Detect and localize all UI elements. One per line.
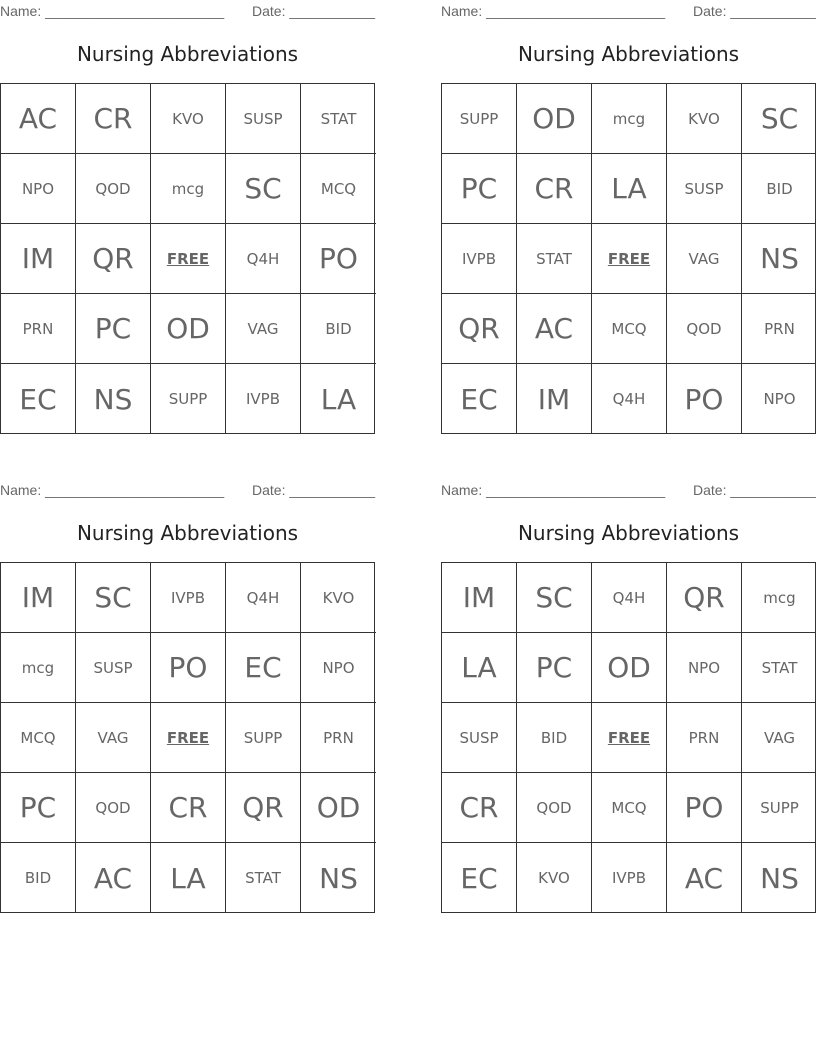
bingo-cell: PC [517, 633, 592, 703]
free-space-cell: FREE [151, 703, 226, 773]
bingo-cell: Q4H [592, 563, 667, 633]
bingo-cell: SUPP [442, 84, 517, 154]
bingo-cell: IVPB [442, 224, 517, 294]
bingo-cell: LA [592, 154, 667, 224]
bingo-cell: NPO [301, 633, 376, 703]
bingo-cell: SC [226, 154, 301, 224]
card-header [0, 0, 375, 20]
bingo-cell: PO [667, 364, 742, 434]
bingo-cell: MCQ [592, 294, 667, 364]
bingo-cell: NPO [1, 154, 76, 224]
bingo-cell: VAG [226, 294, 301, 364]
bingo-cell: CR [76, 84, 151, 154]
bingo-cell: STAT [742, 633, 816, 703]
bingo-cell: EC [226, 633, 301, 703]
bingo-cell: AC [1, 84, 76, 154]
bingo-cell: IVPB [592, 843, 667, 913]
bingo-cell: QR [76, 224, 151, 294]
bingo-cell: MCQ [592, 773, 667, 843]
date-label: Date: ___________ [693, 482, 816, 498]
bingo-card-4 [441, 479, 816, 913]
bingo-cell: PC [76, 294, 151, 364]
bingo-cell: STAT [301, 84, 376, 154]
bingo-cell: LA [151, 843, 226, 913]
bingo-cell: QOD [76, 773, 151, 843]
bingo-cell: mcg [742, 563, 816, 633]
card-title: Nursing Abbreviations [76, 42, 299, 66]
bingo-cell: SUSP [667, 154, 742, 224]
bingo-cell: PRN [742, 294, 816, 364]
name-label: Name: _______________________ [441, 482, 666, 498]
bingo-card-3 [0, 479, 375, 913]
bingo-cell: SUPP [151, 364, 226, 434]
bingo-cell: KVO [301, 563, 376, 633]
bingo-cell: IM [1, 224, 76, 294]
card-header [441, 0, 816, 20]
bingo-cell: SUPP [742, 773, 816, 843]
bingo-cell: CR [517, 154, 592, 224]
bingo-cell: EC [1, 364, 76, 434]
bingo-cell: mcg [592, 84, 667, 154]
bingo-cell: CR [442, 773, 517, 843]
free-space-cell: FREE [592, 224, 667, 294]
bingo-cell: PO [151, 633, 226, 703]
bingo-cell: BID [1, 843, 76, 913]
bingo-grid [441, 562, 816, 913]
bingo-cell: NPO [667, 633, 742, 703]
bingo-cell: PRN [667, 703, 742, 773]
bingo-cell: SC [742, 84, 816, 154]
bingo-cell: Q4H [226, 563, 301, 633]
bingo-cell: AC [517, 294, 592, 364]
bingo-cell: KVO [151, 84, 226, 154]
bingo-cell: mcg [151, 154, 226, 224]
bingo-cell: SUSP [76, 633, 151, 703]
bingo-card-1 [0, 0, 375, 434]
bingo-cell: PRN [1, 294, 76, 364]
bingo-cell: BID [742, 154, 816, 224]
bingo-cell: MCQ [301, 154, 376, 224]
bingo-cell: AC [76, 843, 151, 913]
bingo-cell: VAG [667, 224, 742, 294]
date-label: Date: ___________ [252, 3, 375, 19]
bingo-cell: Q4H [226, 224, 301, 294]
bingo-cell: PO [667, 773, 742, 843]
bingo-cell: SC [76, 563, 151, 633]
bingo-cell: QOD [76, 154, 151, 224]
bingo-cell: CR [151, 773, 226, 843]
bingo-cell: NS [760, 861, 799, 895]
card-header [0, 479, 375, 499]
bingo-cell: IVPB [151, 563, 226, 633]
bingo-cell: IM [442, 563, 517, 633]
bingo-cell: NPO [763, 390, 796, 408]
name-label: Name: _______________________ [441, 3, 666, 19]
bingo-cell: NS [319, 861, 358, 895]
bingo-cell: BID [301, 294, 376, 364]
bingo-cell: QOD [667, 294, 742, 364]
bingo-cell: IM [517, 364, 592, 434]
bingo-cell: QR [442, 294, 517, 364]
free-space-cell: FREE [592, 703, 667, 773]
bingo-cell: BID [517, 703, 592, 773]
bingo-cell: VAG [76, 703, 151, 773]
bingo-cell: PC [1, 773, 76, 843]
bingo-cell: AC [667, 843, 742, 913]
bingo-cell: mcg [1, 633, 76, 703]
bingo-cell: MCQ [1, 703, 76, 773]
free-space-cell: FREE [151, 224, 226, 294]
bingo-grid [0, 83, 375, 434]
bingo-cell: QR [667, 563, 742, 633]
bingo-cell: OD [592, 633, 667, 703]
bingo-cell: IM [1, 563, 76, 633]
card-header [441, 479, 816, 499]
bingo-cell: NS [76, 364, 151, 434]
bingo-cell: PC [442, 154, 517, 224]
card-title: Nursing Abbreviations [517, 521, 740, 545]
bingo-cell: EC [442, 843, 517, 913]
bingo-grid [0, 562, 375, 913]
bingo-cell: EC [442, 364, 517, 434]
bingo-cell: SUSP [226, 84, 301, 154]
bingo-card-2 [441, 0, 816, 434]
bingo-cell: VAG [742, 703, 816, 773]
bingo-cell: OD [151, 294, 226, 364]
bingo-grid [441, 83, 816, 434]
card-title: Nursing Abbreviations [76, 521, 299, 545]
bingo-cell: SC [517, 563, 592, 633]
bingo-cell: OD [517, 84, 592, 154]
date-label: Date: ___________ [693, 3, 816, 19]
bingo-cell: Q4H [592, 364, 667, 434]
bingo-cell: STAT [226, 843, 301, 913]
bingo-cell: OD [301, 773, 376, 843]
bingo-cell: PO [301, 224, 376, 294]
bingo-cell: KVO [667, 84, 742, 154]
bingo-cell: PRN [301, 703, 376, 773]
bingo-cell: LA [320, 382, 357, 416]
bingo-cell: LA [442, 633, 517, 703]
card-title: Nursing Abbreviations [517, 42, 740, 66]
date-label: Date: ___________ [252, 482, 375, 498]
bingo-cell: SUSP [442, 703, 517, 773]
bingo-cell: NS [742, 224, 816, 294]
name-label: Name: _______________________ [0, 3, 225, 19]
bingo-cell: KVO [517, 843, 592, 913]
bingo-cell: QOD [517, 773, 592, 843]
bingo-cell: SUPP [226, 703, 301, 773]
name-label: Name: _______________________ [0, 482, 225, 498]
bingo-cell: STAT [517, 224, 592, 294]
bingo-cell: IVPB [226, 364, 301, 434]
bingo-cell: QR [226, 773, 301, 843]
